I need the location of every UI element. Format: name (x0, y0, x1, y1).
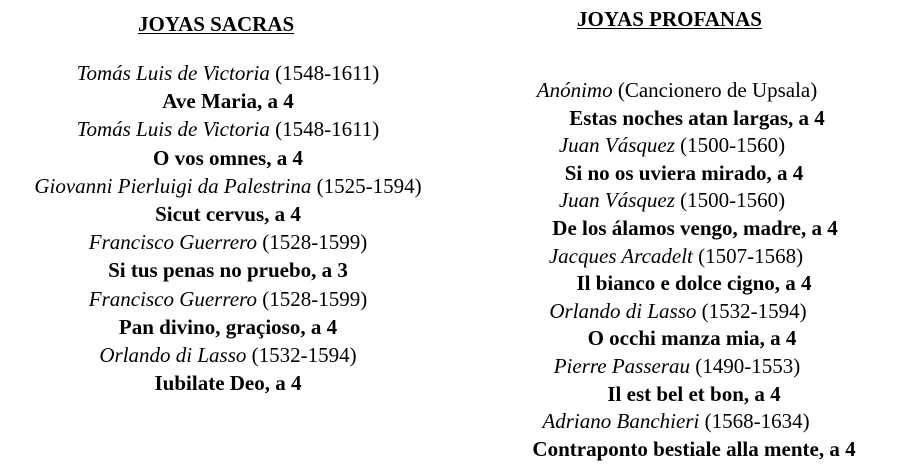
composer-name: Tomás Luis de Victoria (76, 117, 270, 142)
composer-name: Juan Vásquez (558, 188, 675, 213)
composer-name: Anónimo (536, 78, 613, 102)
composer-line (548, 243, 804, 268)
work-title: Si no os uviera mirado, a 4 (564, 160, 804, 185)
composer-name: Francisco Guerrero (88, 230, 257, 255)
composer-dates: (1500-1560) (680, 133, 786, 158)
composer-line (559, 135, 785, 156)
work-title: Ave Maria, a 4 (162, 89, 294, 114)
composer-line (542, 411, 809, 432)
composer-line (88, 286, 368, 311)
work-title: Il bianco e dolce cigno, a 4 (576, 271, 812, 296)
work-title: Estas noches atan largas, a 4 (569, 105, 825, 130)
work-title: O occhi manza mia, a 4 (587, 326, 797, 351)
composer-dates: (1500-1560) (680, 188, 786, 213)
profanas-heading: JOYAS PROFANAS (577, 7, 762, 31)
composer-line (89, 232, 367, 253)
composer-name: Francisco Guerrero (88, 286, 257, 311)
composer-name: Orlando di Lasso (99, 343, 247, 367)
composer-line (99, 345, 356, 366)
composer-line (77, 119, 380, 140)
composer-name: Adriano Banchieri (542, 409, 700, 434)
composer-name: Jacques Arcadelt (548, 243, 693, 268)
composer-dates: (1490-1553) (695, 354, 801, 378)
composer-dates: (Cancionero de Upsala) (617, 78, 818, 102)
composer-name: Tomás Luis de Victoria (76, 61, 270, 85)
composer-dates: (1548-1611) (275, 117, 380, 142)
work-title: Iubilate Deo, a 4 (154, 371, 302, 396)
composer-dates: (1528-1599) (262, 230, 368, 255)
composer-dates: (1532-1594) (251, 343, 357, 367)
composer-dates: (1548-1611) (275, 61, 380, 85)
composer-name: Giovanni Pierluigi da Palestrina (34, 173, 312, 198)
composer-dates: (1532-1594) (701, 298, 807, 323)
composer-name: Juan Vásquez (558, 133, 675, 158)
composer-line (559, 190, 785, 211)
work-title: De los álamos vengo, madre, a 4 (552, 216, 838, 240)
composer-line (77, 63, 380, 84)
work-title: Si tus penas no pruebo, a 3 (108, 258, 348, 283)
work-title: O vos omnes, a 4 (153, 145, 303, 170)
work-title: Il est bel et bon, a 4 (607, 381, 781, 406)
composer-dates: (1568-1634) (704, 409, 810, 434)
composer-line (549, 298, 807, 323)
composer-line (34, 173, 422, 198)
composer-line (537, 80, 818, 101)
work-title: Contraponto bestiale alla mente, a 4 (532, 436, 856, 461)
work-title: Pan divino, graçioso, a 4 (118, 314, 338, 339)
composer-name: Orlando di Lasso (549, 298, 697, 323)
work-title: Sicut cervus, a 4 (155, 202, 301, 226)
composer-dates: (1528-1599) (262, 286, 368, 311)
composer-name: Pierre Passerau (553, 354, 691, 378)
composer-dates: (1525-1594) (316, 173, 422, 198)
composer-dates: (1507-1568) (698, 243, 804, 268)
sacras-heading: JOYAS SACRAS (138, 12, 295, 36)
composer-line (554, 356, 801, 377)
